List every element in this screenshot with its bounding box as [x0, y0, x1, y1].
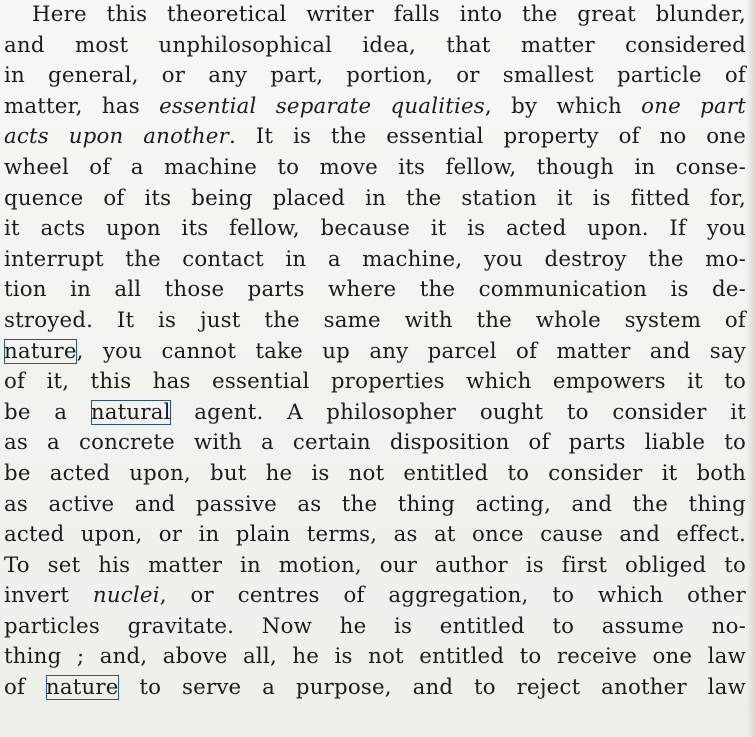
text-run: to serve a purpose, and to reject another law: [118, 675, 746, 701]
text-run: and most unphilosophical idea, that matter considered: [4, 32, 746, 58]
text-line: [4, 61, 746, 92]
text-line: [4, 581, 746, 612]
text-line: [4, 642, 746, 673]
text-run: Here this theoretical writer falls into the great blunder,: [32, 2, 746, 27]
text-run: tion in all those parts where the communication is de-: [4, 277, 746, 303]
text-line: [4, 428, 746, 459]
text-line: [4, 490, 746, 521]
paragraph-text: [4, 0, 746, 704]
text-line: [4, 214, 746, 245]
text-line: [4, 551, 746, 582]
highlighted-word: nature: [45, 675, 119, 701]
text-run: be a: [4, 399, 91, 425]
page-edge-shadow: [746, 0, 755, 737]
italic-text: one part: [641, 93, 746, 119]
highlighted-word: nature: [4, 338, 77, 364]
text-line: [4, 245, 746, 276]
text-run: acted upon, or in plain terms, as at once cause and effect.: [4, 522, 746, 548]
text-line: [4, 367, 746, 398]
text-line: [4, 184, 746, 215]
text-run: in general, or any part, portion, or smallest particle of: [4, 63, 746, 89]
text-run: interrupt the contact in a machine, you destroy the mo-: [4, 246, 746, 272]
text-run: , you cannot take up any parcel of matter and say: [76, 338, 746, 364]
text-run: be acted upon, but he is not entitled to consider it both: [4, 460, 746, 486]
text-run: wheel of a machine to move its fellow, though in conse-: [4, 154, 746, 180]
text-line: [4, 92, 746, 123]
text-run: invert: [4, 583, 93, 609]
text-run: agent. A philosopher ought to consider it: [170, 399, 746, 425]
text-line: [4, 337, 746, 368]
highlighted-word: natural: [90, 399, 171, 425]
text-run: as active and passive as the thing acting, and the thing: [4, 491, 746, 517]
italic-text: acts upon another: [4, 124, 229, 150]
text-run: To set his matter in motion, our author is first obliged to: [4, 552, 746, 578]
text-line: [4, 0, 746, 31]
text-run: as a concrete with a certain disposition of parts liable to: [4, 430, 746, 456]
text-line: [4, 153, 746, 184]
text-line: [4, 398, 746, 429]
text-run: particles gravitate. Now he is entitled to assume no-: [4, 613, 746, 639]
text-run: stroyed. It is just the same with the whole system of: [4, 307, 746, 333]
text-line: [4, 275, 746, 306]
text-line: [4, 673, 746, 704]
text-run: , or centres of aggregation, to which other: [159, 583, 746, 609]
text-run: thing ; and, above all, he is not entitled to receive one law: [4, 644, 746, 670]
text-line: [4, 520, 746, 551]
text-line: [4, 459, 746, 490]
italic-text: nuclei: [92, 583, 160, 609]
text-run: it acts upon its fellow, because it is acted upon. If you: [4, 216, 746, 242]
text-run: of it, this has essential properties which empowers it to: [4, 369, 746, 395]
text-run: of: [4, 675, 46, 701]
text-line: [4, 612, 746, 643]
text-line: [4, 31, 746, 62]
text-run: , by which: [484, 93, 642, 119]
text-line: [4, 306, 746, 337]
italic-text: essential separate qualities: [159, 93, 485, 119]
text-run: quence of its being placed in the station it is fitted for,: [4, 185, 746, 211]
text-run: matter, has: [4, 93, 160, 119]
text-run: . It is the essential property of no one: [228, 124, 747, 150]
text-line: [4, 122, 746, 153]
